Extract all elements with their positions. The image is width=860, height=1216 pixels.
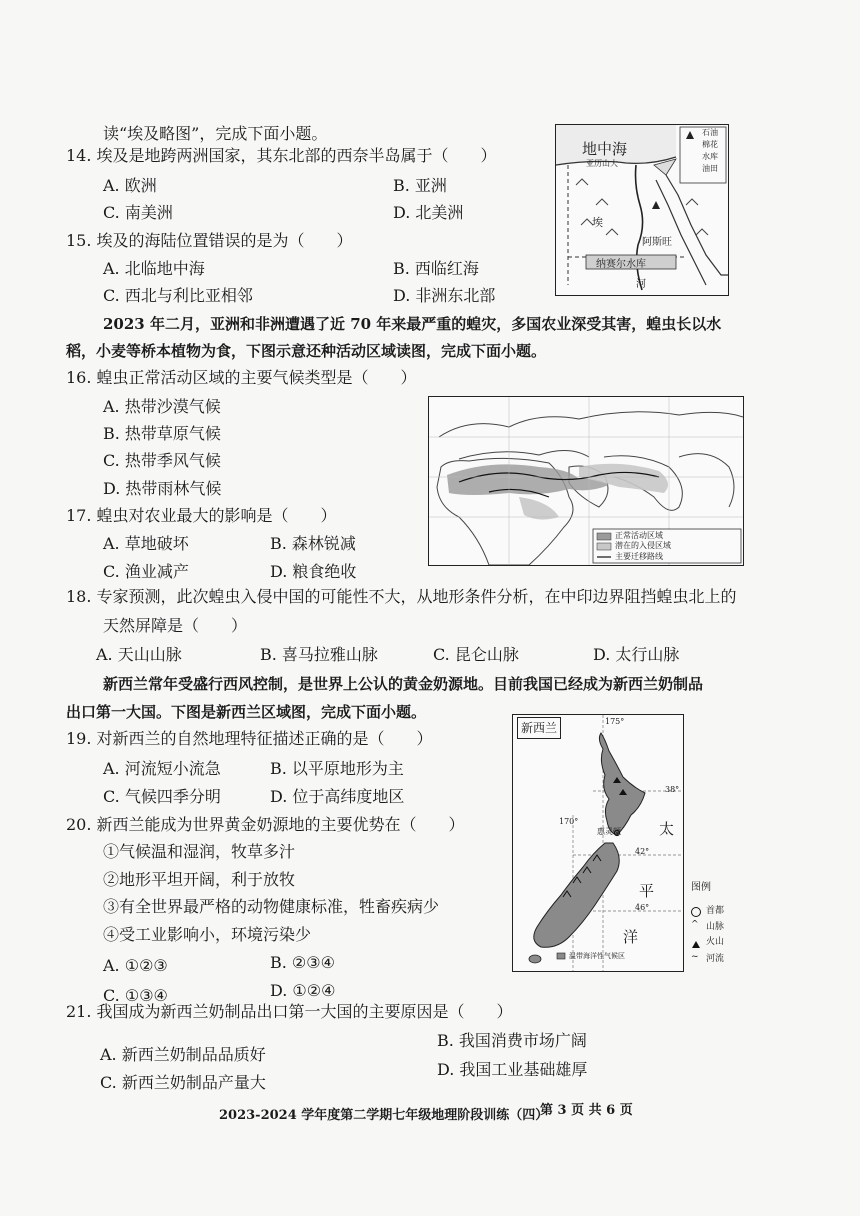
mountain-icon: ^ [691,920,699,930]
q15-option-b[interactable]: B. 西临红海 [393,259,479,278]
nz-map-lat-38: 38° [665,785,680,794]
nz-legend-mountain: 山脉 [706,922,725,932]
q20-statement-3: ③有全世界最严格的动物健康标准，牲畜疾病少 [103,897,440,916]
q15-option-a[interactable]: A. 北临地中海 [103,259,205,278]
locust-legend-potential: 潜在的入侵区域 [615,541,671,550]
locust-legend-route: 主要迁移路线 [615,552,663,561]
egypt-map-sea-label: 地中海 [582,140,628,158]
egypt-map-legend-1: 石油 [702,128,718,137]
egypt-map-river-label: 河 [636,279,646,290]
q20-statement-2: ②地形平坦开阔，利于放牧 [103,870,296,889]
q19-option-c[interactable]: C. 气候四季分明 [103,787,221,806]
q20-option-d[interactable]: D. ①②④ [270,981,336,1000]
q14-option-c[interactable]: C. 南美洲 [103,203,173,222]
q14-option-d[interactable]: D. 北美洲 [393,203,464,222]
q21-option-c[interactable]: C. 新西兰奶制品产量大 [100,1073,266,1092]
q16-option-d[interactable]: D. 热带雨林气候 [103,479,222,498]
q21-option-b[interactable]: B. 我国消费市场广阔 [437,1031,587,1050]
q16-option-c[interactable]: C. 热带季风气候 [103,451,221,470]
q14-option-b[interactable]: B. 亚洲 [393,176,447,195]
q18-option-a[interactable]: A. 天山山脉 [96,645,182,664]
nz-map-lon-170: 170° [559,817,579,826]
q18-option-b[interactable]: B. 喜马拉雅山脉 [260,645,378,664]
q20-option-a[interactable]: A. ①②③ [103,956,168,975]
egypt-map-lake-label: 纳赛尔水库 [596,259,646,270]
egypt-map-aswan-label: 阿斯旺 [642,237,672,248]
q16-option-a[interactable]: A. 热带沙漠气候 [103,397,221,416]
q20-statement-4: ④受工业影响小，环境污染少 [103,925,312,944]
nz-map-ocean-2: 平 [639,882,655,900]
q20-option-c[interactable]: C. ①③④ [103,986,168,1005]
nz-map-climate-note: 温带海洋性气候区 [569,952,625,960]
q19-option-a[interactable]: A. 河流短小流急 [103,759,221,778]
q15-option-c[interactable]: C. 西北与利比亚相邻 [103,286,253,305]
q20-option-b[interactable]: B. ②③④ [270,953,335,972]
nz-map-title: 新西兰 [517,717,561,739]
q18-option-d[interactable]: D. 太行山脉 [593,645,680,664]
q17-option-b[interactable]: B. 森林锐减 [270,534,356,553]
nz-legend-capital: 首都 [706,906,725,916]
q17-option-a[interactable]: A. 草地破坏 [103,534,189,553]
nz-legend-title: 图例 [691,882,711,893]
nz-map-lat-42: 42° [635,847,650,856]
egypt-map [555,124,729,296]
nz-legend-volcano: 火山 [706,937,725,947]
nz-map-ocean-3: 洋 [623,928,639,946]
nz-intro-line1: 新西兰常年受盛行西风控制，是世界上公认的黄金奶源地。目前我国已经成为新西兰奶制品 [103,675,704,693]
egypt-map-desert-label: 埃 [592,216,603,229]
locust-intro-line1: 2023 年二月，亚洲和非洲遭遇了近 70 年来最严重的蝗灾，多国农业深受其害，蝗虫长以水 [103,315,722,333]
egypt-map-legend-4: 油田 [702,164,718,173]
q20-stem: 20. 新西兰能成为世界黄金奶源地的主要优势在（ ） [66,815,465,834]
q20-statement-1: ①气候温和湿润，牧草多汁 [103,842,296,861]
q19-option-d[interactable]: D. 位于高纬度地区 [270,787,405,806]
q19-stem: 19. 对新西兰的自然地理特征描述正确的是（ ） [66,729,433,748]
locust-map [428,396,744,566]
q18-stem-line1: 18. 专家预测，此次蝗虫入侵中国的可能性不大，从地形条件分析，在中印边界阻挡蝗虫北上的 [66,587,737,606]
page-number: 第 3 页 共 6 页 [540,1103,633,1118]
capital-icon [691,907,701,917]
river-icon: ~ [691,952,699,962]
q21-stem: 21. 我国成为新西兰奶制品出口第一大国的主要原因是（ ） [66,1002,513,1021]
nz-map-lon-175: 175° [605,717,625,726]
locust-intro-line2: 稻，小麦等桥本植物为食，下图示意还种活动区域读图，完成下面小题。 [66,342,547,360]
q14-intro: 读“埃及略图”，完成下面小题。 [103,124,328,143]
q18-stem-line2: 天然屏障是（ ） [103,616,248,635]
footer-title: 2023-2024 学年度第二学期七年级地理阶段训练（四） [219,1108,549,1123]
nz-map-wellington-label: 惠灵顿 [597,827,621,836]
nz-map-ocean-1: 太 [659,820,675,838]
q15-stem: 15. 埃及的海陆位置错误的是为（ ） [66,231,353,250]
q15-option-d[interactable]: D. 非洲东北部 [393,286,496,305]
q16-stem: 16. 蝗虫正常活动区域的主要气候类型是（ ） [66,368,417,387]
nz-legend-river: 河流 [706,954,725,964]
q21-option-a[interactable]: A. 新西兰奶制品品质好 [100,1045,266,1064]
q14-option-a[interactable]: A. 欧洲 [103,176,157,195]
q16-option-b[interactable]: B. 热带草原气候 [103,424,221,443]
nz-map [512,714,684,972]
locust-legend-normal: 正常活动区域 [615,531,663,540]
egypt-map-legend-3: 水库 [702,152,718,161]
egypt-map-legend-2: 棉花 [702,140,718,149]
nz-intro-line2: 出口第一大国。下图是新西兰区域图，完成下面小题。 [66,703,427,721]
q17-option-d[interactable]: D. 粮食绝收 [270,562,357,581]
q17-option-c[interactable]: C. 渔业减产 [103,562,189,581]
egypt-map-city-label: 亚历山大 [586,159,618,168]
q14-stem: 14. 埃及是地跨两洲国家，其东北部的西奈半岛属于（ ） [66,146,497,165]
q18-option-c[interactable]: C. 昆仑山脉 [433,645,519,664]
nz-map-lat-46: 46° [635,903,650,912]
q17-stem: 17. 蝗虫对农业最大的影响是（ ） [66,506,337,525]
q19-option-b[interactable]: B. 以平原地形为主 [270,759,404,778]
volcano-icon [692,941,700,948]
q21-option-d[interactable]: D. 我国工业基础雄厚 [437,1060,588,1079]
